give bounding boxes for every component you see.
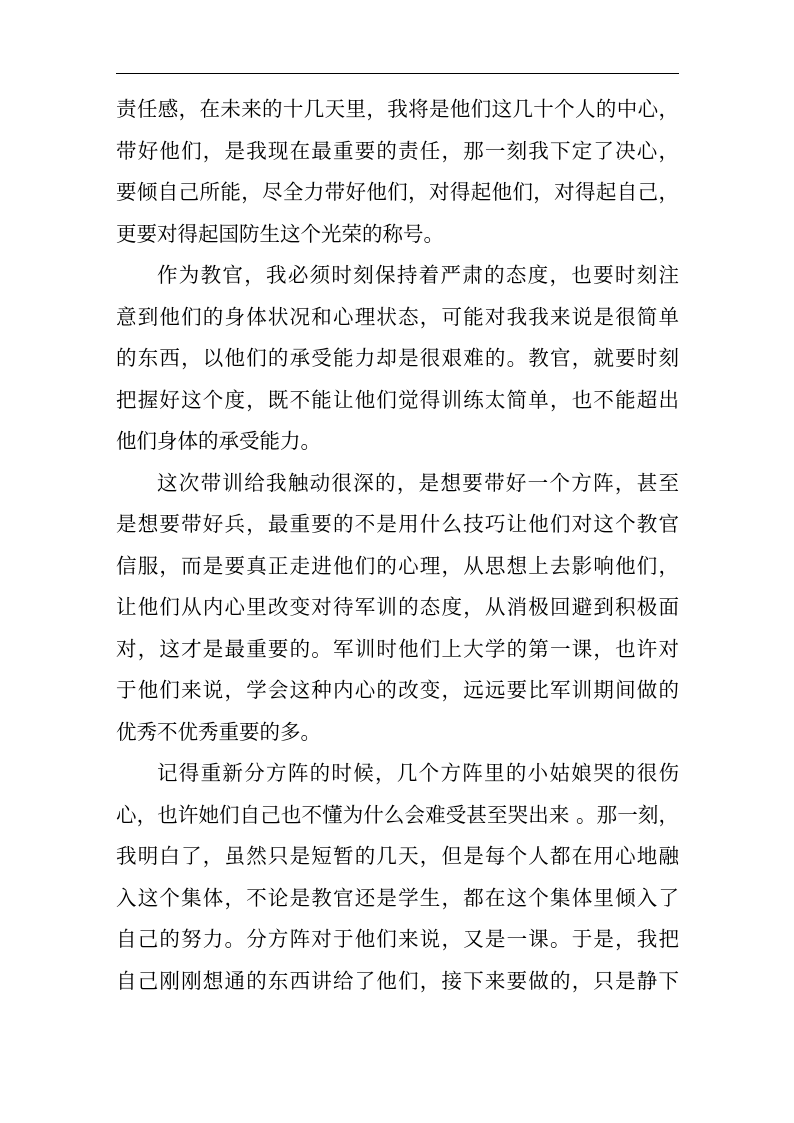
- text-line: 是想要带好兵，最重要的不是用什么技巧让他们对这个教官: [116, 512, 679, 536]
- text-line: 作为教官，我必须时刻保持着严肃的态度，也要时刻注: [157, 263, 679, 287]
- text-line: 责任感，在未来的十几天里，我将是他们这几十个人的中心，: [116, 97, 679, 121]
- text-line: 于他们来说，学会这种内心的改变，远远要比军训期间做的: [116, 678, 679, 702]
- header-rule: [116, 73, 679, 74]
- text-line: 这次带训给我触动很深的，是想要带好一个方阵，甚至: [157, 470, 679, 495]
- text-line: 自己的努力。分方阵对于他们来说，又是一课。于是，我把: [116, 927, 679, 951]
- paragraph: [116, 89, 679, 255]
- text-line: 带好他们，是我现在最重要的责任，那一刻我下定了决心，: [116, 138, 679, 163]
- paragraph: [116, 463, 679, 754]
- text-line: 入这个集体，不论是教官还是学生，都在这个集体里倾入了: [116, 885, 679, 910]
- text-line: 的东西，以他们的承受能力却是很艰难的。教官，就要时刻: [116, 346, 679, 370]
- paragraph: [116, 255, 679, 463]
- text-line: 更要对得起国防生这个光荣的称号。: [116, 221, 444, 246]
- text-line: 记得重新分方阵的时候，几个方阵里的小姑娘哭的很伤: [157, 761, 679, 785]
- text-line: 信服，而是要真正走进他们的心理，从思想上去影响他们，: [116, 553, 679, 578]
- body-text: [116, 89, 679, 1002]
- text-line: 把握好这个度，既不能让他们觉得训练太简单，也不能超出: [116, 387, 679, 412]
- text-line: 我明白了，虽然只是短暂的几天，但是每个人都在用心地融: [116, 844, 679, 868]
- text-line: 意到他们的身体状况和心理状态，可能对我我来说是很简单: [116, 304, 679, 329]
- text-line: 让他们从内心里改变对待军训的态度，从消极回避到积极面: [116, 595, 679, 619]
- text-line: 优秀不优秀重要的多。: [116, 719, 321, 744]
- text-line: 自己刚刚想通的东西讲给了他们，接下来要做的，只是静下: [116, 968, 679, 993]
- paragraph: [116, 753, 679, 1002]
- text-line: 对，这才是最重要的。军训时他们上大学的第一课，也许对: [116, 636, 679, 661]
- text-line: 要倾自己所能，尽全力带好他们，对得起他们，对得起自己，: [116, 180, 679, 204]
- text-line: 心，也许她们自己也不懂为什么会难受甚至哭出来 。那一刻，: [116, 802, 679, 827]
- text-line: 他们身体的承受能力。: [116, 429, 321, 453]
